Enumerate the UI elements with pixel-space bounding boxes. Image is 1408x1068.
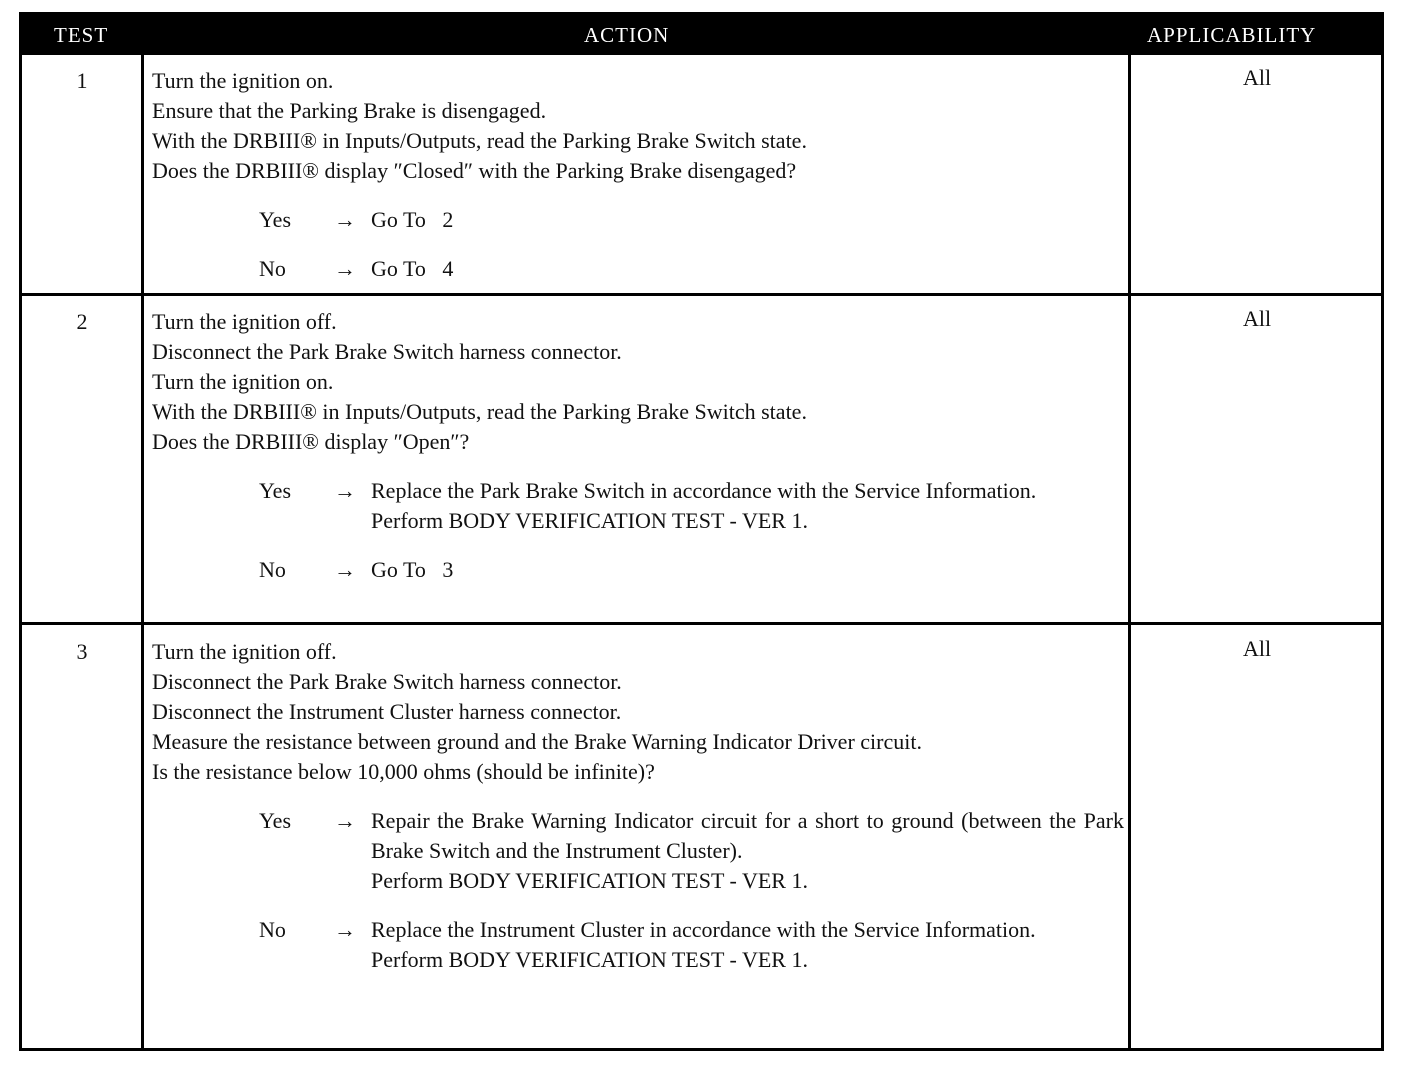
no-response bbox=[152, 254, 1124, 284]
step: Turn the ignition on. bbox=[152, 369, 334, 394]
question: Is the resistance below 10,000 ohms (should be infinite)? bbox=[152, 759, 655, 784]
table-row bbox=[22, 293, 1381, 625]
no-label: No bbox=[259, 256, 286, 281]
step: Disconnect the Instrument Cluster harness connector. bbox=[152, 699, 622, 724]
yes-result: Go To 2 bbox=[371, 207, 454, 232]
step: Disconnect the Park Brake Switch harness connector. bbox=[152, 669, 622, 694]
step: Disconnect the Park Brake Switch harness connector. bbox=[152, 339, 622, 364]
step: Turn the ignition off. bbox=[152, 309, 337, 334]
question: Does the DRBIII® display ″Closed″ with the Parking Brake disengaged? bbox=[152, 158, 797, 183]
yes-response bbox=[152, 476, 1124, 536]
applicability: All bbox=[1242, 65, 1272, 90]
yes-label: Yes bbox=[259, 808, 292, 833]
table-header bbox=[22, 15, 1381, 55]
yes-label: Yes bbox=[259, 207, 292, 232]
verification-step: Perform BODY VERIFICATION TEST - VER 1. bbox=[371, 508, 808, 533]
arrow-icon: → bbox=[334, 808, 356, 833]
no-response bbox=[152, 915, 1124, 975]
yes-result: Replace the Park Brake Switch in accordance with the Service Information. bbox=[371, 478, 1037, 503]
no-response bbox=[152, 555, 1124, 585]
action-cell bbox=[152, 66, 1124, 284]
no-result: Go To 3 bbox=[371, 557, 454, 582]
arrow-icon: → bbox=[334, 207, 356, 232]
test-number: 3 bbox=[76, 639, 88, 664]
diagnostic-table bbox=[19, 12, 1384, 1051]
test-number: 2 bbox=[76, 309, 88, 334]
applicability: All bbox=[1242, 306, 1272, 331]
arrow-icon: → bbox=[334, 256, 356, 281]
yes-response bbox=[152, 806, 1124, 896]
action-cell bbox=[152, 307, 1124, 585]
no-label: No bbox=[259, 917, 286, 942]
test-number: 1 bbox=[76, 68, 88, 93]
table-row bbox=[22, 55, 1381, 293]
no-label: No bbox=[259, 557, 286, 582]
arrow-icon: → bbox=[334, 557, 356, 582]
header-applicability: APPLICABILITY bbox=[1147, 23, 1317, 47]
header-action: ACTION bbox=[584, 23, 670, 47]
step: Turn the ignition on. bbox=[152, 68, 334, 93]
no-result: Go To 4 bbox=[371, 256, 454, 281]
arrow-icon: → bbox=[334, 917, 356, 942]
yes-response bbox=[152, 205, 1124, 235]
step: With the DRBIII® in Inputs/Outputs, read the Parking Brake Switch state. bbox=[152, 128, 807, 153]
header-test: TEST bbox=[54, 23, 109, 47]
yes-result: Repair the Brake Warning Indicator circuit for a short to ground (between the Park Brake Switch and the Instrument Cluster). bbox=[371, 808, 1124, 863]
step: Ensure that the Parking Brake is disengaged. bbox=[152, 98, 547, 123]
question: Does the DRBIII® display ″Open″? bbox=[152, 429, 470, 454]
table-row bbox=[22, 622, 1381, 1045]
no-result: Replace the Instrument Cluster in accordance with the Service Information. bbox=[371, 917, 1036, 942]
applicability: All bbox=[1242, 636, 1272, 661]
step: Turn the ignition off. bbox=[152, 639, 337, 664]
step: Measure the resistance between ground and the Brake Warning Indicator Driver circuit. bbox=[152, 729, 922, 754]
action-cell bbox=[152, 637, 1124, 975]
verification-step: Perform BODY VERIFICATION TEST - VER 1. bbox=[371, 868, 808, 893]
verification-step: Perform BODY VERIFICATION TEST - VER 1. bbox=[371, 947, 808, 972]
yes-label: Yes bbox=[259, 478, 292, 503]
arrow-icon: → bbox=[334, 478, 356, 503]
step: With the DRBIII® in Inputs/Outputs, read the Parking Brake Switch state. bbox=[152, 399, 807, 424]
